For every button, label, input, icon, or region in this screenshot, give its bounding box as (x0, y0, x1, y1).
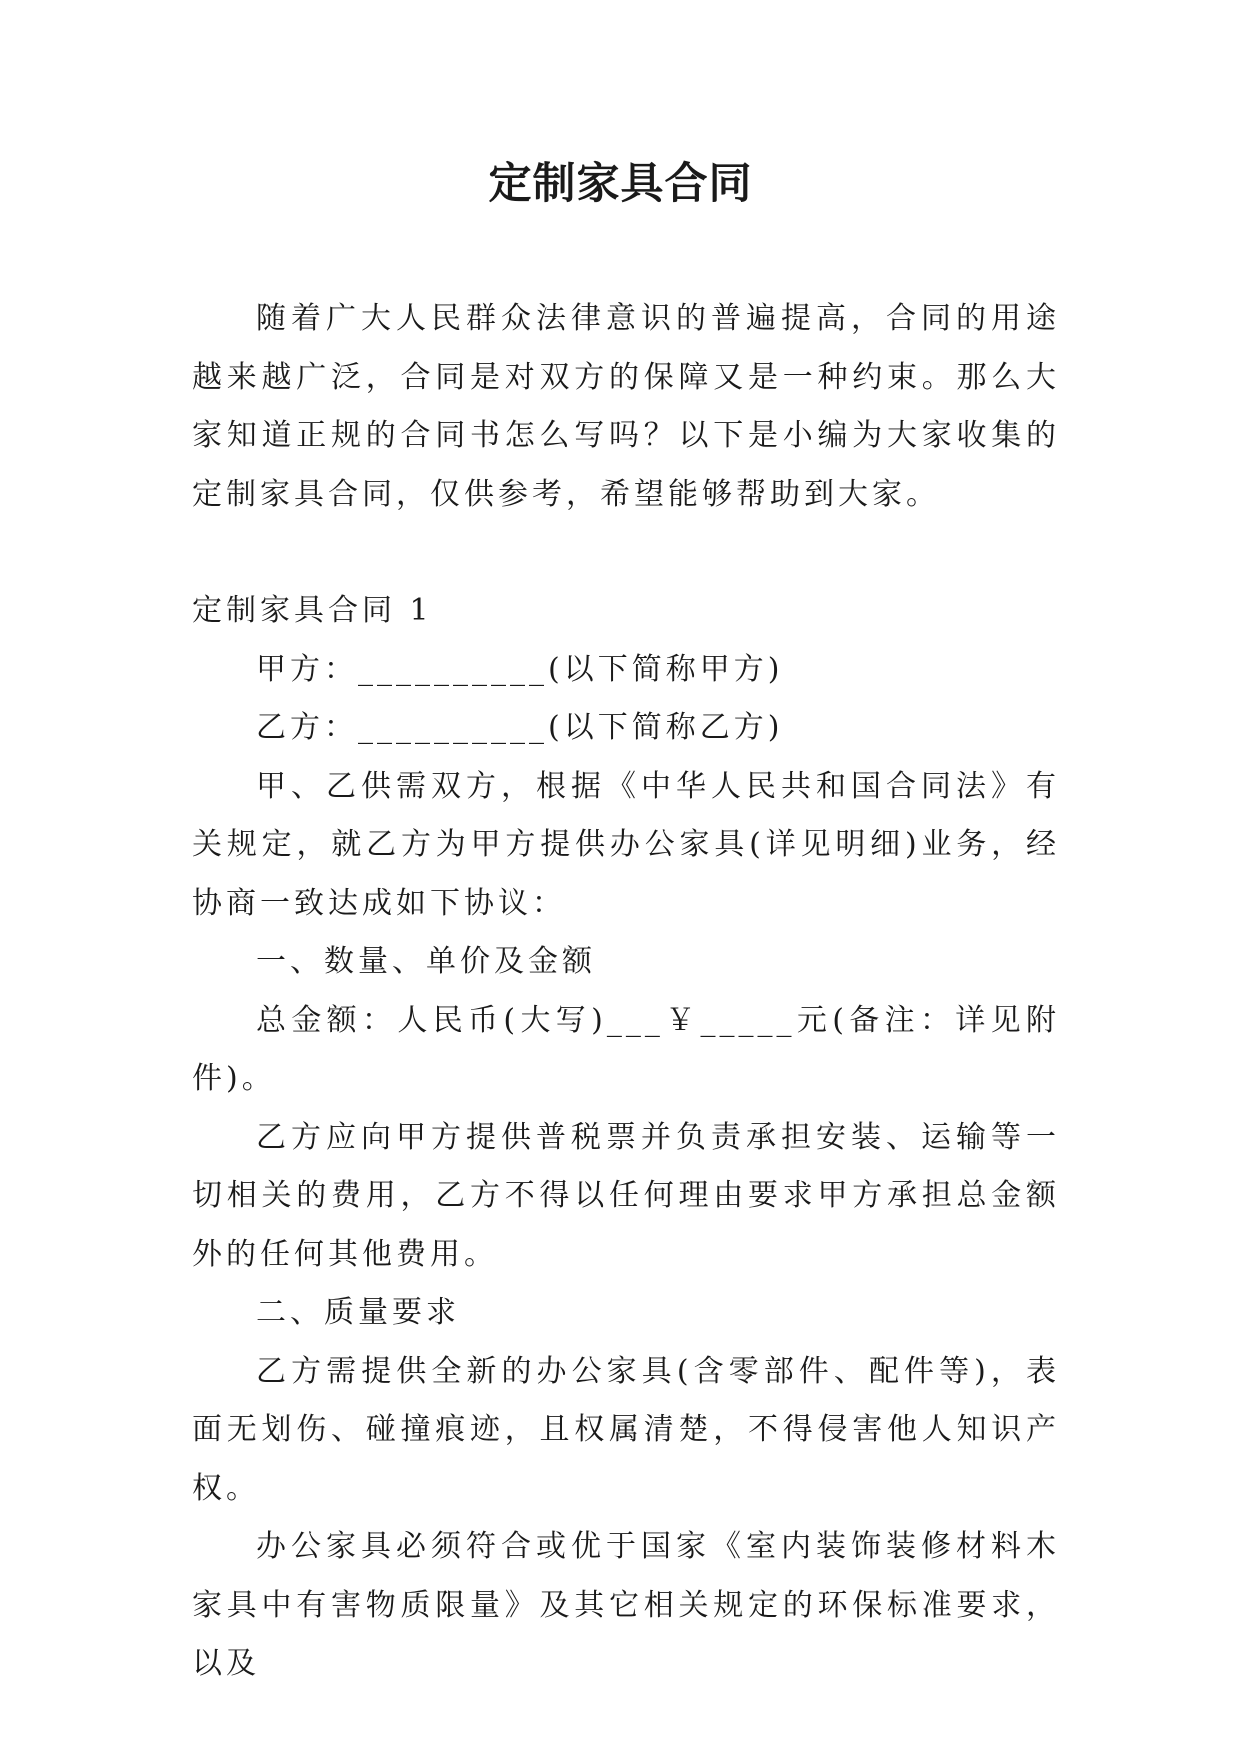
document-title: 定制家具合同 (488, 159, 753, 209)
document-body (192, 290, 1060, 1694)
contract-heading: 定制家具合同 1 (192, 593, 433, 628)
preamble-paragraph: 甲、乙供需双方，根据《中华人民共和国合同法》有关规定，就乙方为甲方提供办公家具(详见明细)业务，经协商一致达成如下协议： (192, 768, 1060, 921)
section-2-text-1: 乙方需提供全新的办公家具(含零部件、配件等)，表面无划伤、碰撞痕迹，且权属清楚，不得侵害他人知识产权。 (192, 1353, 1060, 1506)
section-2-text-2: 办公家具必须符合或优于国家《室内装饰装修材料木家具中有害物质限量》及其它相关规定的环保标准要求，以及 (192, 1529, 1060, 1681)
paragraph-gap (192, 524, 1060, 582)
party-a-line: 甲方：__________(以下简称甲方) (256, 651, 784, 687)
section-1-text: 乙方应向甲方提供普税票并负责承担安装、运输等一切相关的费用，乙方不得以任何理由要求甲方承担总金额外的任何其他费用。 (192, 1119, 1060, 1272)
section-2-title: 二、质量要求 (256, 1295, 460, 1330)
section-1-amount: 总金额：人民币(大写)___￥_____元(备注：详见附件)。 (192, 1002, 1060, 1096)
party-b-line: 乙方：__________(以下简称乙方) (256, 710, 784, 745)
section-1-title: 一、数量、单价及金额 (256, 944, 596, 979)
intro-paragraph: 随着广大人民群众法律意识的普遍提高，合同的用途越来越广泛，合同是对双方的保障又是一种约束。那么大家知道正规的合同书怎么写吗？以下是小编为大家收集的定制家具合同，仅供参考，希望能够帮助到大家。 (192, 301, 1060, 512)
